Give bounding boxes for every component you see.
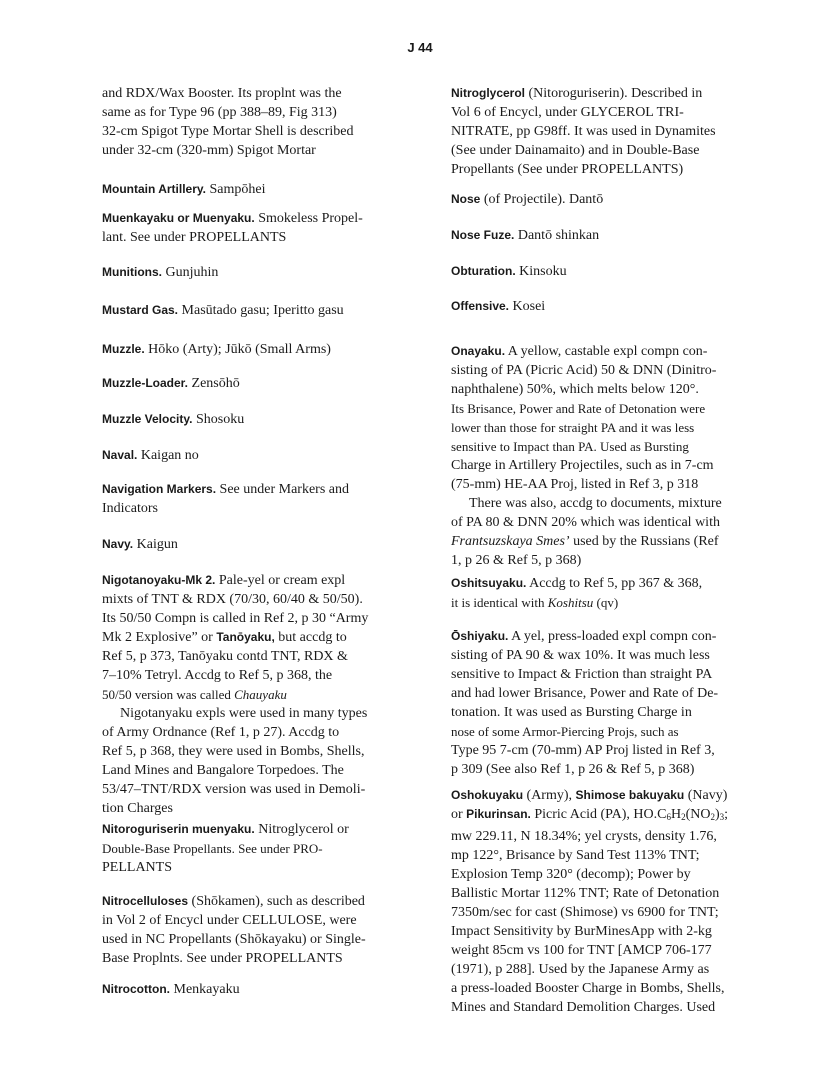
- entry-definition: Kaigun: [136, 537, 178, 552]
- entry-offensive: [451, 297, 791, 316]
- entry-mustard-gas: [102, 301, 408, 320]
- text-line: in Vol 2 of Encycl under CELLULOSE, were: [102, 913, 357, 928]
- formula-text: ;: [724, 807, 729, 822]
- entry-definition: Sampōhei: [209, 182, 266, 197]
- text-line: mw 229.11, N 18.34%; yel crysts, density 1.76,: [451, 829, 717, 844]
- entry-definition: Zensōhō: [191, 376, 240, 391]
- text-line: Mines and Standard Demolition Charges. Used: [451, 1000, 716, 1015]
- entry-definition: Masūtado gasu; Iperitto gasu: [181, 303, 344, 318]
- entry-definition: Kinsoku: [519, 264, 567, 279]
- formula-text: ): [714, 807, 720, 822]
- text-line: Vol 6 of Encycl, under GLYCEROL TRI-: [451, 105, 684, 120]
- text-line: lower than those for straight PA and it was less: [451, 420, 695, 435]
- text-line: of Army Ordnance (Ref 1, p 27). Accdg to: [102, 725, 340, 740]
- text-line: (75-mm) HE-AA Proj, listed in Ref 3, p 318: [451, 477, 699, 492]
- entry-term: Muenkayaku or Muenyaku.: [102, 211, 255, 225]
- text-line: 7350m/sec for cast (Shimose) vs 6900 for TNT;: [451, 905, 719, 920]
- entry-definition: See under Markers and: [219, 482, 349, 497]
- entry-definition: A yel, press-loaded expl compn con-: [511, 629, 717, 644]
- entry-term: Obturation.: [451, 264, 516, 278]
- entry-nitoroguriserin-muenyaku: [102, 820, 408, 877]
- entry-term: Muzzle.: [102, 342, 145, 356]
- text-line: naphthalene) 50%, which melts below 120°.: [451, 382, 699, 397]
- entry-oshitsuyaku: [451, 574, 791, 612]
- entry-definition: Smokeless Propel-: [258, 211, 363, 226]
- text-line: Ballistic Mortar 112% TNT; Rate of Detonation: [451, 886, 720, 901]
- entry-term: Oshokuyaku: [451, 788, 524, 802]
- formula-text: Picric Acid (PA), HO.C: [534, 807, 667, 822]
- entry-definition: (of Projectile). Dantō: [483, 192, 604, 207]
- entry-definition: (Nitoroguriserin). Described in: [528, 86, 703, 101]
- entry-nigotanoyaku: [102, 571, 408, 818]
- entry-term: Nitoroguriserin muenyaku.: [102, 822, 255, 836]
- italic-term: Koshitsu: [547, 595, 594, 610]
- entry-definition: Gunjuhin: [165, 265, 219, 280]
- entry-term: Nose: [451, 192, 481, 206]
- entry-oshokuyaku: [451, 786, 791, 1017]
- entry-term: Navy.: [102, 537, 134, 551]
- text-line: Land Mines and Bangalore Torpedoes. The: [102, 763, 344, 778]
- entry-naval: [102, 446, 408, 465]
- text-line: weight 85cm vs 100 for TNT [AMCP 706-177: [451, 943, 712, 958]
- text-line: Double-Base Propellants. See under PRO-: [102, 841, 323, 856]
- text-line: sisting of PA 90 & wax 10%. It was much less: [451, 648, 710, 663]
- text-line: and had lower Brisance, Power and Rate of De-: [451, 686, 719, 701]
- entry-term: Muzzle-Loader.: [102, 376, 189, 390]
- text-line: Propellants (See under PROPELLANTS): [451, 162, 684, 177]
- entry-navigation-markers: [102, 480, 408, 518]
- text-line: nose of some Armor-Piercing Projs, such as: [451, 724, 679, 739]
- formula-subscript: 2: [681, 812, 686, 822]
- entry-definition: (Shōkamen), such as described: [191, 894, 365, 909]
- formula-text: H: [670, 807, 682, 822]
- text-line: Mk 2 Explosive” or: [102, 630, 213, 645]
- text-line: tion Charges: [102, 801, 173, 816]
- entry-term: Nose Fuze.: [451, 228, 515, 242]
- text-line: mp 122°, Brisance by Sand Test 113% TNT;: [451, 848, 700, 863]
- entry-oshiyaku: [451, 627, 791, 779]
- entry-definition: Accdg to Ref 5, pp 367 & 368,: [529, 576, 703, 591]
- entry-definition: A yellow, castable expl compn con-: [507, 344, 708, 359]
- text-line: sensitive to Impact & Friction than straight PA: [451, 667, 713, 682]
- entry-term: Nitroglycerol: [451, 86, 526, 100]
- text-line: sisting of PA (Picric Acid) 50 & DNN (Dinitro-: [451, 363, 717, 378]
- text-line: 7–10% Tetryl. Accdg to Ref 5, p 368, the: [102, 668, 333, 683]
- entry-nitrocotton: [102, 980, 408, 999]
- text-line: but accdg to: [278, 630, 347, 645]
- inline-term: Tanōyaku,: [216, 630, 275, 644]
- entry-definition: Dantō shinkan: [517, 228, 600, 243]
- text-line: PELLANTS: [102, 860, 172, 875]
- text-line: used by the Russians (Ref: [573, 534, 719, 549]
- entry-onayaku: [451, 342, 791, 570]
- entry-munitions: [102, 263, 408, 282]
- text-line: Ref 5, p 368, they were used in Bombs, Shells,: [102, 744, 365, 759]
- entry-term: Muzzle Velocity.: [102, 412, 193, 426]
- text-line: a press-loaded Booster Charge in Bombs, Shells,: [451, 981, 725, 996]
- entry-term: Navigation Markers.: [102, 482, 217, 496]
- text-line: (qv): [596, 595, 619, 610]
- text-line: (Army),: [526, 788, 573, 803]
- text-line: sensitive to Impact than PA. Used as Bursting: [451, 439, 689, 454]
- italic-term: Frantsuzskaya Smes’: [451, 534, 570, 549]
- text-line: tonation. It was used as Bursting Charge in: [451, 705, 692, 720]
- text-line: (See under Dainamaito) and in Double-Base: [451, 143, 700, 158]
- italic-term: Chauyaku: [234, 687, 287, 702]
- entry-nitrocelluloses: [102, 892, 408, 968]
- text-line: and RDX/Wax Booster. Its proplnt was the: [102, 86, 342, 101]
- formula-subscript: 6: [666, 812, 671, 822]
- entry-term: Shimose bakuyaku: [575, 788, 685, 802]
- entry-muzzle-velocity: [102, 410, 408, 429]
- formula-subscript: 2: [710, 812, 715, 822]
- text-line: Ref 5, p 373, Tanōyaku contd TNT, RDX &: [102, 649, 348, 664]
- entry-term: Nitrocelluloses: [102, 894, 189, 908]
- text-line: of PA 80 & DNN 20% which was identical with: [451, 515, 720, 530]
- text-line: (Navy): [687, 788, 728, 803]
- entry-term: Mustard Gas.: [102, 303, 179, 317]
- continuation-paragraph: [102, 84, 408, 160]
- text-line: 32-cm Spigot Type Mortar Shell is described: [102, 124, 354, 139]
- entry-mountain-artillery: [102, 180, 408, 199]
- text-line: NITRATE, pp G98ff. It was used in Dynamites: [451, 124, 716, 139]
- entry-nose-fuze: [451, 226, 791, 245]
- text-line: Its Brisance, Power and Rate of Detonation were: [451, 401, 706, 416]
- entry-definition: lant. See under PROPELLANTS: [102, 230, 287, 245]
- formula-text: (NO: [685, 807, 711, 822]
- text-line: used in NC Propellants (Shōkayaku) or Single-: [102, 932, 366, 947]
- text-line: Type 95 7-cm (70-mm) AP Proj listed in Ref 3,: [451, 743, 715, 758]
- text-line: Impact Sensitivity by BurMinesApp with 2-kg: [451, 924, 712, 939]
- text-line: 1, p 26 & Ref 5, p 368): [451, 553, 582, 568]
- entry-term: Naval.: [102, 448, 138, 462]
- entry-term: Munitions.: [102, 265, 162, 279]
- text-line: Explosion Temp 320° (decomp); Power by: [451, 867, 691, 882]
- text-line: (1971), p 288]. Used by the Japanese Army as: [451, 962, 710, 977]
- entry-nose: [451, 190, 791, 209]
- text-line: 50/50 version was called: [102, 687, 231, 702]
- text-line: p 309 (See also Ref 1, p 26 & Ref 5, p 368): [451, 762, 695, 777]
- text-line: There was also, accdg to documents, mixture: [469, 496, 722, 511]
- entry-term: Nigotanoyaku-Mk 2.: [102, 573, 216, 587]
- entry-term: Mountain Artillery.: [102, 182, 207, 196]
- text-line: Charge in Artillery Projectiles, such as in 7-cm: [451, 458, 714, 473]
- entry-definition: Menkayaku: [173, 982, 240, 997]
- text-line: same as for Type 96 (pp 388–89, Fig 313): [102, 105, 337, 120]
- entry-definition: Kaigan no: [140, 448, 199, 463]
- page-number: J 44: [407, 40, 433, 55]
- entry-obturation: [451, 262, 791, 281]
- entry-term: Nitrocotton.: [102, 982, 170, 996]
- entry-muzzle: [102, 340, 408, 359]
- text-line: Base Proplnts. See under PROPELLANTS: [102, 951, 343, 966]
- entry-definition: Pale-yel or cream expl: [218, 573, 346, 588]
- text-line: mixts of TNT & RDX (70/30, 60/40 & 50/50).: [102, 592, 363, 607]
- entry-definition: Shosoku: [195, 412, 245, 427]
- entry-muenkayaku: [102, 209, 408, 247]
- text-line: 53/47–TNT/RDX version was used in Demoli-: [102, 782, 366, 797]
- entry-definition: Hōko (Arty); Jūkō (Small Arms): [148, 342, 331, 357]
- entry-navy: [102, 535, 408, 554]
- entry-term: Offensive.: [451, 299, 510, 313]
- formula-subscript: 3: [719, 812, 725, 822]
- entry-nitroglycerol: [451, 84, 791, 179]
- entry-definition: Kosei: [512, 299, 546, 314]
- entry-term: Oshitsuyaku.: [451, 576, 527, 590]
- text-line: or: [451, 807, 463, 822]
- entry-term: Ōshiyaku.: [451, 629, 509, 643]
- text-line: it is identical with: [451, 595, 545, 610]
- entry-term: Pikurinsan.: [466, 807, 531, 821]
- text-line: under 32-cm (320-mm) Spigot Mortar: [102, 143, 316, 158]
- text-line: Nigotanyaku expls were used in many types: [120, 706, 368, 721]
- entry-muzzle-loader: [102, 374, 408, 393]
- entry-definition: Nitroglycerol or: [258, 822, 349, 837]
- entry-term: Onayaku.: [451, 344, 506, 358]
- entry-definition: Indicators: [102, 501, 158, 516]
- text-line: Its 50/50 Compn is called in Ref 2, p 30 “Army: [102, 611, 369, 626]
